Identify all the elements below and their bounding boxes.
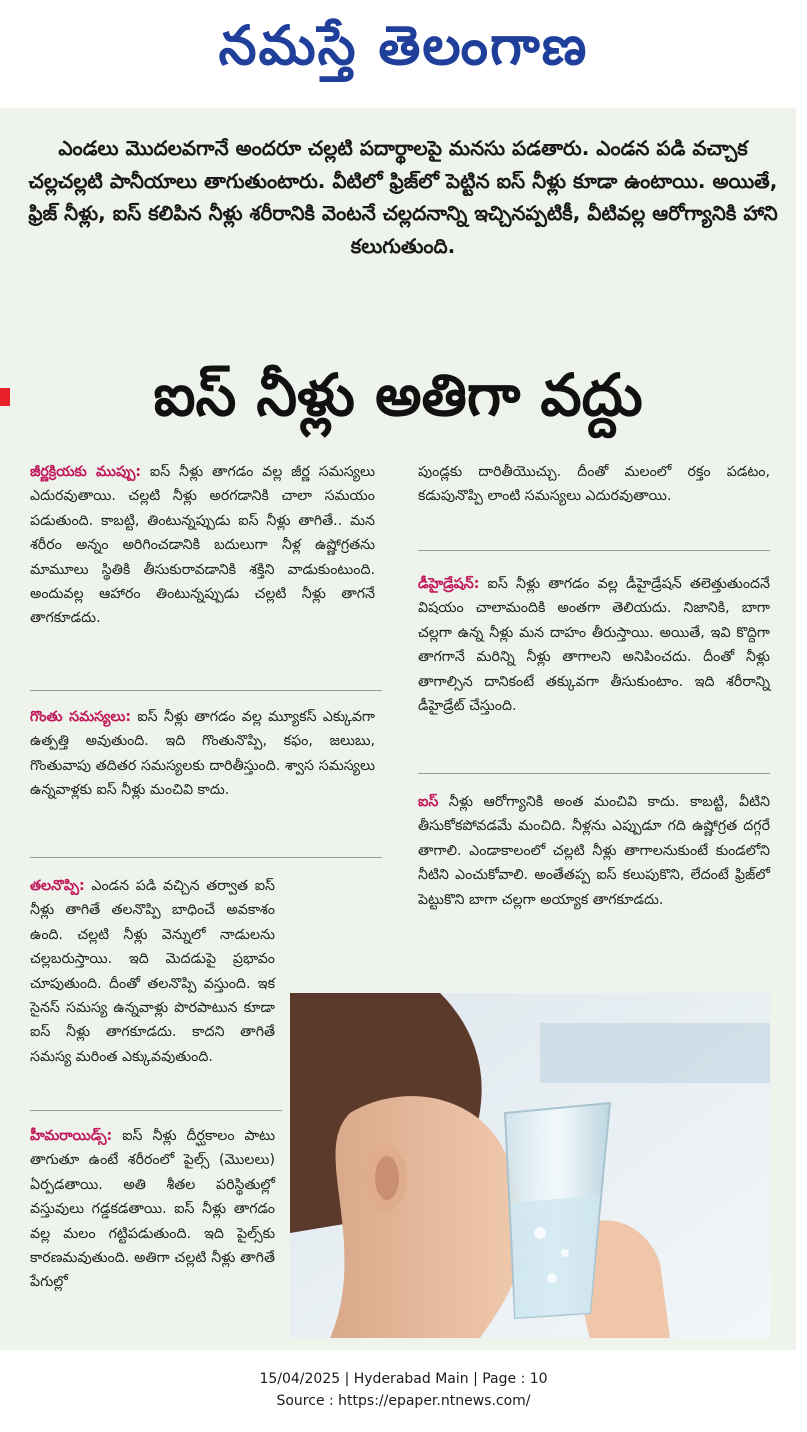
divider [30, 857, 382, 858]
intro-paragraph: ఎండలు మొదలవగానే అందరూ చల్లటి పదార్థాలపై మనసు పడతారు. ఎండన పడి వచ్చాక చల్లచల్లటి పానీయాలు తాగుతుంటారు. వీటిలో ఫ్రిజ్‌లో పెట్టిన ఐస్‌ నీళ్లు కూడా ఉంటాయి. అయితే, ఫ్రిజ్‌ నీళ్లు, ఐస్‌ కలిపిన నీళ్లు శరీరానికి వెంటనే చల్లదనాన్ని ఇచ్చినప్పటికీ, వీటివల్ల ఆరోగ్యానికి హాని కలుగుతుంది. [28, 136, 778, 258]
section-heading: గొంతు సమస్యలు: [30, 709, 132, 725]
section-headache [30, 874, 275, 1069]
section-text: ఎండన పడి వచ్చిన తర్వాత ఐస్‌ నీళ్లు తాగితే తలనొప్పి బాధించే అవకాశం ఉంది. చల్లటి నీళ్లు వెన్నులో నాడులను చల్లబరుస్తాయి. ఇది మెదడుపై ప్రభావం చూపుతుంది. దీంతో తలనొప్పి వస్తుంది. ఇక సైనస్‌ సమస్య ఉన్నవాళ్లు పొరపాటున కూడా ఐస్‌ నీళ్లు తాగకూడదు. కాదని తాగితే సమస్య మరింత ఎక్కువవుతుంది. [30, 878, 275, 1065]
section-heading: తలనొప్పి: [30, 878, 85, 894]
section-heading: జీర్ణక్రియకు ముప్పు: [30, 464, 142, 480]
divider [30, 690, 382, 691]
section-throat [30, 705, 375, 803]
section-heading: ఐస్‌ [418, 794, 439, 810]
page-footer [0, 1368, 807, 1412]
right-column [418, 460, 770, 509]
section-text: ఐస్‌ నీళ్లు తాగడం వల్ల మ్యూకస్‌ ఎక్కువగా ఉత్పత్తి అవుతుంది. ఇది గొంతునొప్పి, కఫం, జలుబు, గొంతువాపు తదితర సమస్యలకు దారితీస్తుంది. శ్వాస సమస్యలు ఉన్నవాళ్లకు ఐస్‌ నీళ్లు మంచివి కాదు. [30, 709, 376, 799]
left-column-2 [30, 705, 375, 803]
section-heading: డీహైడ్రేషన్‌: [418, 576, 480, 592]
left-column-3 [30, 874, 275, 1069]
page-marker [0, 388, 10, 406]
woman-drinking-water-photo [290, 993, 770, 1338]
divider [418, 773, 770, 774]
edition-info: 15/04/2025 | Hyderabad Main | Page : 10 [259, 1371, 548, 1387]
section-text: ఐస్‌ నీళ్లు దీర్ఘకాలం పాటు తాగుతూ ఉంటే శరీరంలో పైల్స్‌ (మొలలు) ఏర్పడతాయి. అతి శీతల పరిస్థితుల్లో వస్తువులు గడ్డకడతాయి. ఐస్‌ నీళ్లు తాగడం వల్ల మలం గట్టిపడుతుంది. ఇది పైల్స్‌కు కారణమవుతుంది. అతిగా చల్లటి నీళ్లు తాగితే పేగుల్లో [30, 1128, 275, 1291]
divider [30, 1110, 282, 1111]
masthead [0, 0, 807, 100]
section-continuation: పుండ్లకు దారితీయొచ్చు. దీంతో మలంలో రక్తం పడటం, కడుపునొప్పి లాంటి సమస్యలు ఎదురవుతాయి. [418, 464, 770, 505]
section-digestion [30, 460, 375, 631]
section-heading: హీమరాయిడ్స్‌: [30, 1128, 113, 1144]
article-headline: ఐస్‌ నీళ్లు అతిగా వద్దు [153, 361, 643, 429]
section-hemorrhoids [30, 1124, 275, 1295]
right-column-3 [418, 790, 770, 912]
source-link[interactable]: Source : https://epaper.ntnews.com/ [276, 1393, 531, 1409]
divider [418, 550, 770, 551]
right-column-2 [418, 572, 770, 718]
photo-illustration [290, 993, 770, 1338]
section-dehydration [418, 572, 770, 718]
section-text: నీళ్లు ఆరోగ్యానికి అంత మంచివి కాదు. కాబట్టి, వీటిని తీసుకోకపోవడమే మంచిది. నీళ్లను ఎప్పుడూ గది ఉష్ణోగ్రత దగ్గరే తాగాలి. ఎండాకాలంలో చల్లటి నీళ్లు తాగాలనుకుంటే కుండలోని నీటిని ఎంచుకోవాలి. అంతేతప్ప ఐస్‌ కలుపుకొని, లేదంటే ఫ్రిజ్‌లో పెట్టుకొని బాగా చల్లగా అయ్యాక తాగకూడదు. [418, 794, 770, 908]
section-conclusion [418, 790, 770, 912]
newspaper-logo-title: నమస్తే తెలంగాణ [218, 14, 589, 77]
section-text: ఐస్‌ నీళ్లు తాగడం వల్ల డీహైడ్రేషన్‌ తలెత్తుతుందనే విషయం చాలామందికి అంతగా తెలియదు. నిజానికి, బాగా చల్లగా ఉన్న నీళ్లు మన దాహం తీరుస్తాయి. అయితే, ఇవి కొద్దిగా తాగగానే మరిన్ని నీళ్లు తాగాలని అనిపించదు. దీంతో నీళ్లు తాగాల్సిన దానికంటే తక్కువగా తీసుకుంటాం. ఇది శరీరాన్ని డీహైడ్రేట్‌ చేస్తుంది. [418, 576, 770, 715]
section-text: ఐస్‌ నీళ్లు తాగడం వల్ల జీర్ణ సమస్యలు ఎదురవుతాయి. చల్లటి నీళ్లు అరగడానికి చాలా సమయం పడుతుంది. కాబట్టి, తింటున్నప్పుడు ఐస్‌ నీళ్లు తాగితే.. మన శరీరం అన్నం అరిగించడానికి బదులుగా నీళ్ల ఉష్ణోగ్రతను మామూలు స్థితికి తీసుకురావడానికి శక్తిని వాడుకుంటుంది. అందువల్ల ఆహారం తింటున్నప్పుడు చల్లటి నీళ్లు తాగనే తాగకూడదు. [30, 464, 375, 627]
left-column [30, 460, 375, 631]
left-column-4 [30, 1124, 275, 1295]
